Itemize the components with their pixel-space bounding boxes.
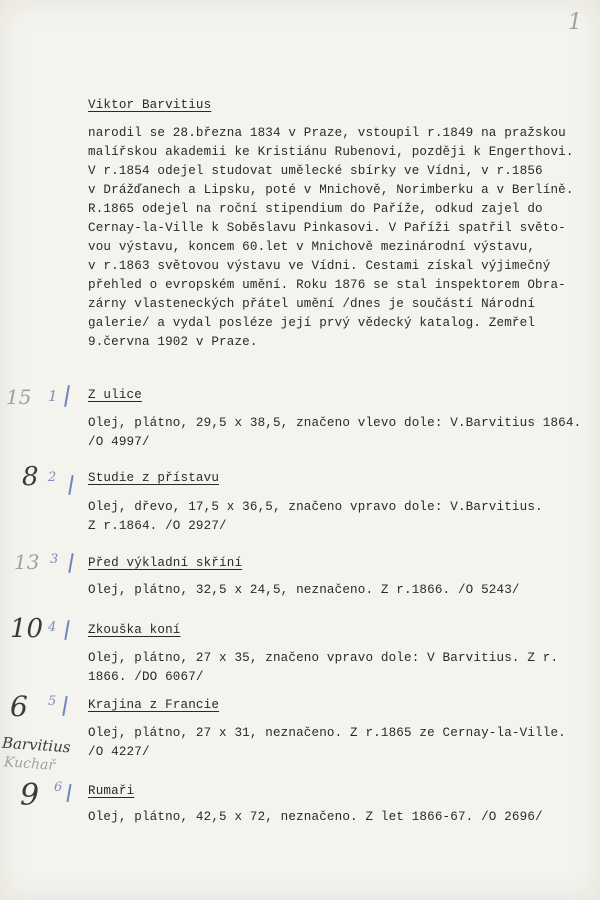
bio-line: malířskou akademii ke Kristiánu Rubenovi, později k Engerthovi. [88,145,574,159]
bio-line: přehled o evropském umění. Roku 1876 se stal inspektorem Obra- [88,278,566,292]
work-details: Olej, plátno, 32,5 x 24,5, neznačeno. Z r.1866. /O 5243/ [88,583,520,597]
work-details: 1866. /DO 6067/ [88,670,204,684]
bio-line: 9.června 1902 v Praze. [88,335,258,349]
work-title: Studie z přístavu [88,471,220,485]
bio-line: zárny vlasteneckých přátel umění /dnes je součástí Národní [88,297,536,311]
work-title: Z ulice [88,388,142,402]
handwritten-number: 2 [48,470,57,485]
work-details: Olej, dřevo, 17,5 x 36,5, značeno vpravo dole: V.Barvitius. [88,500,543,514]
check-mark [68,553,73,573]
page-number: 1 [568,10,582,35]
work-details: Olej, plátno, 27 x 35, značeno vpravo dole: V Barvitius. Z r. [88,651,559,665]
bio-line: vou výstavu, koncem 60.let v Mnichově mezinárodní výstavu, [88,240,536,254]
margin-note-line: Kuchař [3,754,56,774]
handwritten-number: 4 [48,620,57,635]
work-details: Olej, plátno, 42,5 x 72, neznačeno. Z let 1866-67. /O 2696/ [88,810,543,824]
bio-line: v Drážďanech a Lipsku, poté v Mnichově, Norimberku a v Berlíně. [88,183,574,197]
handwritten-mark: 13 [14,550,40,574]
work-title: Krajina z Francie [88,698,220,712]
check-mark [64,385,70,407]
check-mark [62,696,67,716]
work-title: Před výkladní skříní [88,556,243,570]
check-mark [68,475,73,495]
check-mark [64,620,69,640]
handwritten-number: 5 [48,694,57,709]
bio-line: narodil se 28.března 1834 v Praze, vstoupil r.1849 na pražskou [88,126,566,140]
artist-name: Viktor Barvitius [88,98,212,112]
check-mark [66,784,71,802]
bio-line: R.1865 odejel na roční stipendium do Paříže, odkud zajel do [88,202,543,216]
handwritten-number: 1 [48,387,58,405]
handwritten-number: 6 [54,780,63,795]
bio-line: galerie/ a vydal posléze její prvý vědecký katalog. Zemřel [88,316,536,330]
bio-line: V r.1854 odejel studovat umělecké sbírky ve Vídni, v r.1856 [88,164,543,178]
work-details: Z r.1864. /O 2927/ [88,519,227,533]
work-details: Olej, plátno, 29,5 x 38,5, značeno vlevo dole: V.Barvitius 1864. [88,416,582,430]
work-title: Rumaři [88,784,135,798]
bio-line: v r.1863 světovou výstavu ve Vídni. Cestami získal výjimečný [88,259,551,273]
handwritten-mark: 8 [22,462,39,492]
handwritten-mark: 15 [6,385,32,409]
bio-line: Cernay-la-Ville k Soběslavu Pinkasovi. V Paříži spatřil světo- [88,221,566,235]
handwritten-mark: 9 [20,778,40,813]
handwritten-number: 3 [50,552,59,567]
handwritten-mark: 10 [10,614,44,644]
margin-note-line: Barvitius [1,733,72,757]
work-details: /O 4997/ [88,435,150,449]
work-title: Zkouška koní [88,623,181,637]
handwritten-mark: 6 [10,690,28,723]
work-details: Olej, plátno, 27 x 31, neznačeno. Z r.1865 ze Cernay-la-Ville. [88,726,566,740]
work-details: /O 4227/ [88,745,150,759]
